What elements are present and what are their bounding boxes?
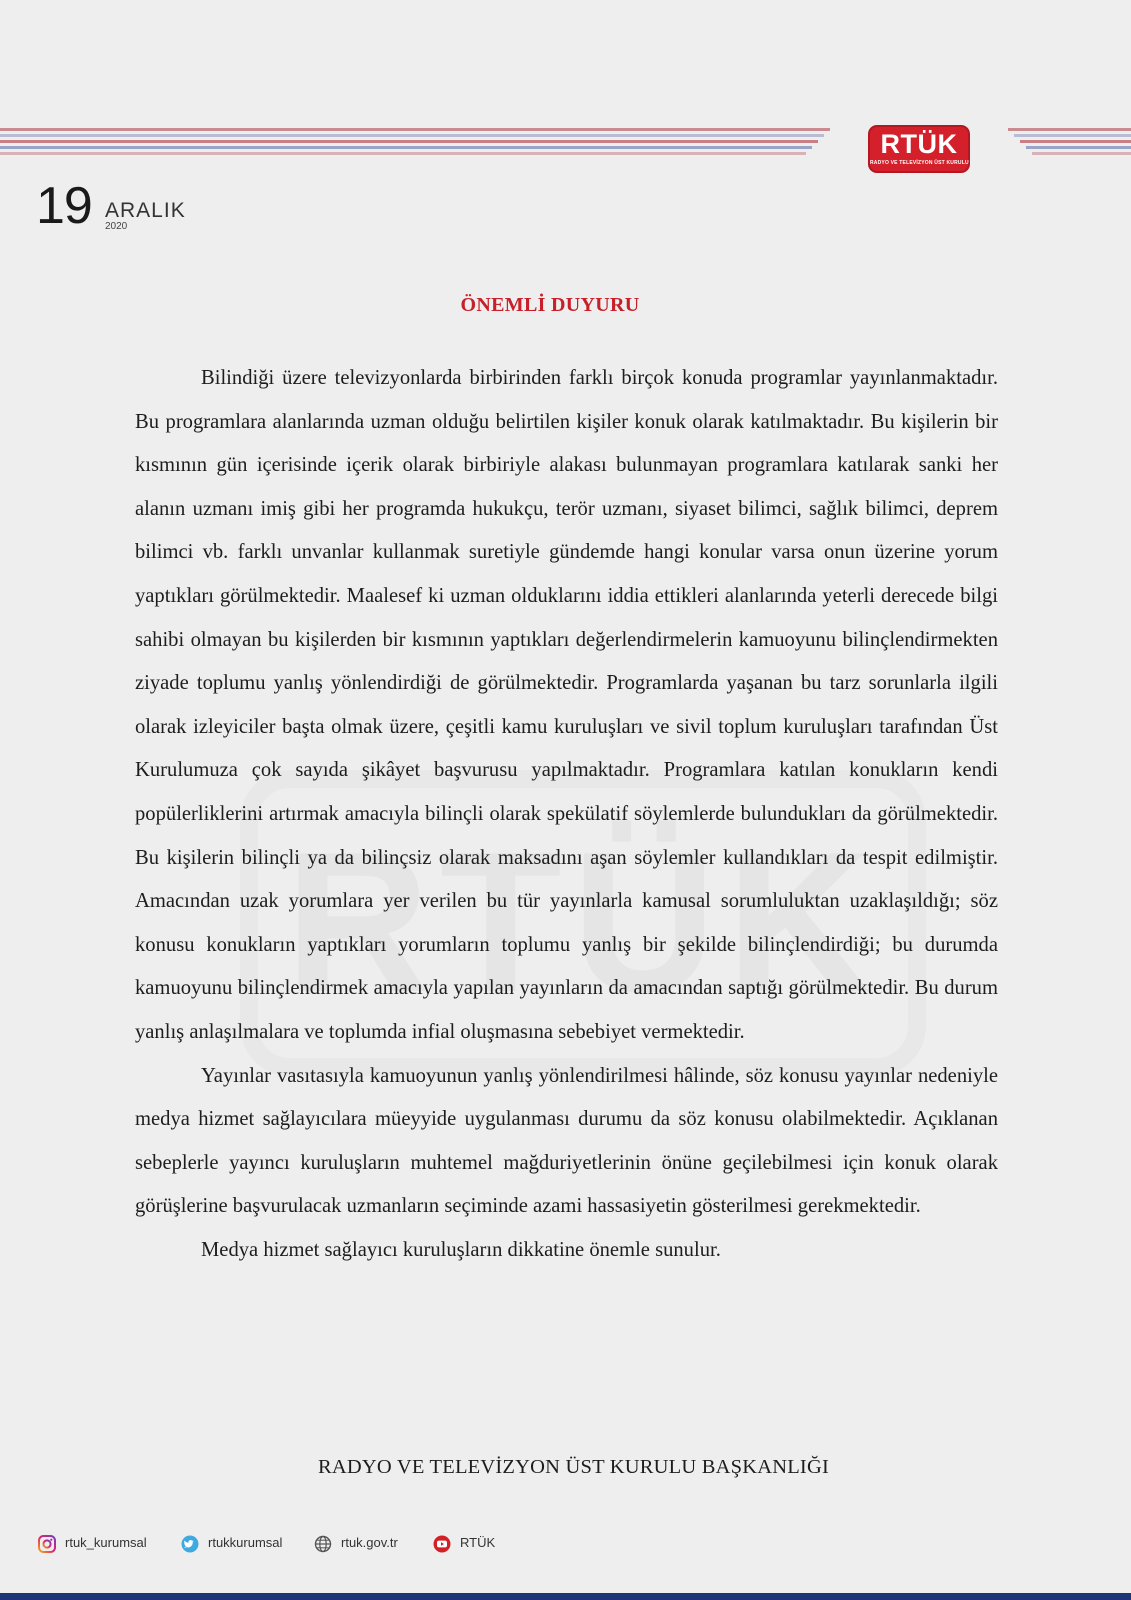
header-stripe [0,128,830,131]
header-stripe [1014,134,1131,137]
header-stripe [1020,140,1131,143]
date-day: 19 [36,177,92,235]
globe-icon [314,1535,332,1553]
footer-item-website[interactable] [314,1532,398,1554]
youtube-icon [433,1535,451,1553]
header-stripe [0,140,818,143]
header-stripe [1032,152,1131,155]
date-year: 2020 [105,221,128,232]
logo-subtitle: RADYO VE TELEVİZYON ÜST KURULU [870,160,969,166]
bottom-bar [0,1593,1131,1600]
footer-item-instagram[interactable] [38,1532,147,1554]
footer-label: rtuk.gov.tr [341,1535,398,1550]
paragraph-3: Medya hizmet sağlayıcı kuruluşların dikkatine önemle sunulur. [201,1238,721,1261]
footer-label: rtuk_kurumsal [65,1535,147,1550]
header-stripe [1026,146,1131,149]
footer-label: rtukkurumsal [208,1535,283,1550]
footer-label: RTÜK [460,1535,496,1550]
footer-item-twitter[interactable] [181,1532,282,1554]
twitter-icon [181,1535,199,1553]
document-body [135,357,998,1272]
footer-item-youtube[interactable] [433,1532,495,1554]
header-stripe [1008,128,1131,131]
rtuk-logo [870,127,968,171]
header-stripe [0,152,806,155]
header-stripes-right [1008,128,1131,162]
paragraph-1: Bilindiği üzere televizyonlarda birbirinden farklı birçok konuda programlar yayınlanmaktadır. Bu programlara alanlarında uzman olduğu belirtilen kişiler konuk olarak katılmaktadır. Bu kişilerin bir kısmının gün içerisinde içerik olarak birbiriyle alakası bulunmayan programlara katılarak sanki her alanın uzmanı imiş gibi her programda hukukçu, terör uzmanı, siyaset bilimci, sağlık bilimci, deprem bilimci vb. farklı unvanlar kullanmak suretiyle gündemde hangi konular varsa onun üzerine yorum yaptıkları görülmektedir. Maalesef ki uzman olduklarını iddia ettikleri alanlarında yeterli derecede bilgi sahibi olmayan bu kişilerden bir kısmının yaptıkları değerlendirmelerin kamuoyunu bilinçlendirmekten ziyade toplumu yanlış yönlendirdiği de görülmektedir. Programlarda yaşanan bu tarz sorunlarla ilgili olarak izleyiciler başta olmak üzere, çeşitli kamu kuruluşları ve sivil toplum kuruluşları tarafından Üst Kurulumuza çok sayıda şikâyet başvurusu yapılmaktadır. Programlara katılan konukların kendi popülerliklerini artırmak amacıyla bilinçli olarak spekülatif söylemlerde bulundukları da görülmektedir. Bu kişilerin bilinçli ya da bilinçsiz olarak maksadını aşan söylemler kullandıkları da tespit edilmiştir. Amacından uzak yorumlara yer verilen bu tür yayınlarla kamusal sorumluluktan uzaklaşıldığı; söz konusu konukların yaptıkları yorumların toplumu yanlış bir şekilde bilinçlendirdiği; bu durumda kamuoyunu bilinçlendirmek amacıyla yapılan yayınların da amacından saptığı görülmektedir. Bu durum yanlış anlaşılmalara ve toplumda infial oluşmasına sebebiyet vermektedir. [135,367,998,1043]
signature: RADYO VE TELEVİZYON ÜST KURULU BAŞKANLIĞI [317,1456,829,1478]
instagram-icon [38,1535,56,1553]
date-month: ARALIK [105,199,186,222]
logo-text: RTÜK [880,129,958,159]
document-title: ÖNEMLİ DUYURU [460,294,640,316]
header-stripes-left [0,128,830,162]
paragraph-2: Yayınlar vasıtasıyla kamuoyunun yanlış yönlendirilmesi hâlinde, söz konusu yayınlar nedeniyle medya hizmet sağlayıcılara müeyyide uygulanması durumu da söz konusu olabilmektedir. Açıklanan sebeplerle yayıncı kuruluşların muhtemel mağduriyetlerinin önüne geçilebilmesi için konuk olarak görüşlerine başvurulacak uzmanların seçiminde azami hassasiyetin gösterilmesi gerekmektedir. [135,1064,998,1218]
header-stripe [0,146,812,149]
header-stripe [0,134,824,137]
